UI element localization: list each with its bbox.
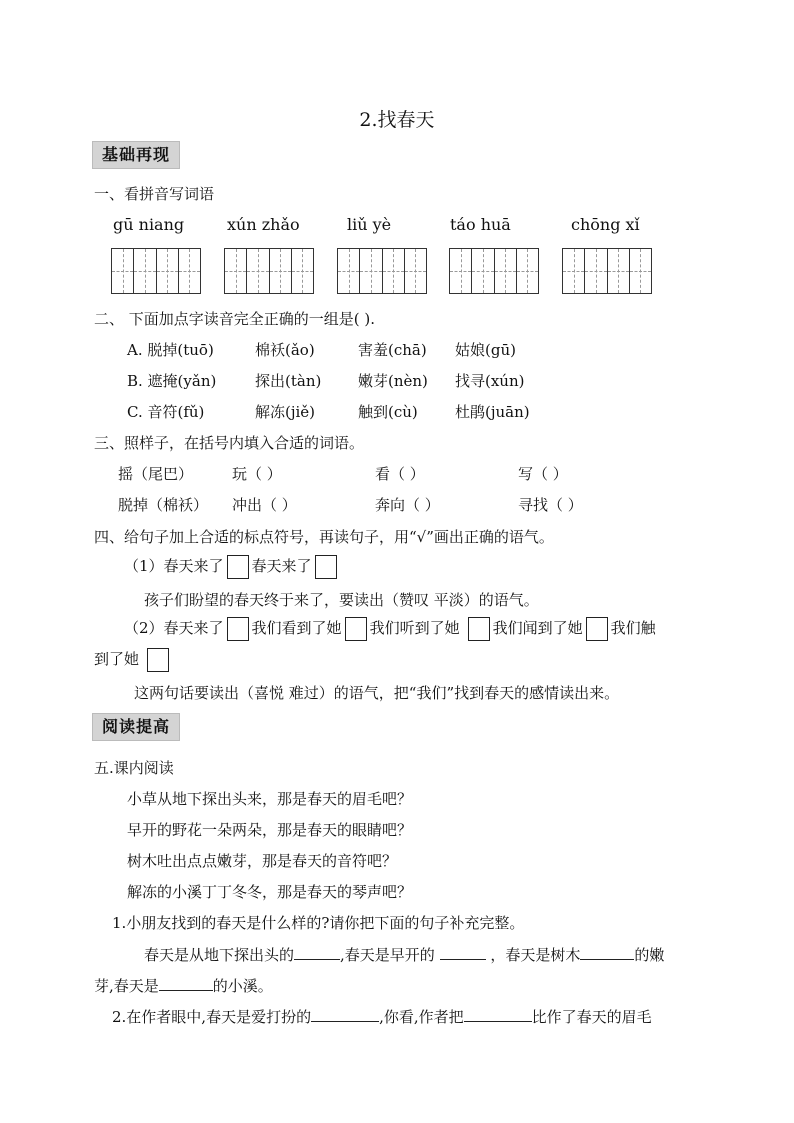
fill-text-b: ,春天是早开的	[340, 946, 435, 964]
answer-blank-1[interactable]	[294, 959, 340, 960]
q4-s2-label: （2）春天来了	[124, 619, 224, 637]
answer-blank-3[interactable]	[580, 959, 634, 960]
q3-example-2: 脱掉（棉袄）	[118, 496, 209, 514]
q4-s2-part5: 我们触	[610, 619, 656, 637]
q2-option-a-1: A. 脱掉(tuō)	[127, 341, 214, 359]
writing-grid-2[interactable]	[224, 248, 314, 294]
punct-box-5[interactable]	[468, 617, 490, 641]
section-banner-reading: 阅读提高	[92, 713, 180, 741]
answer-blank-6[interactable]	[464, 1021, 532, 1022]
q2-option-a-4: 姑娘(gū)	[455, 341, 516, 359]
q4-s2-cont: 到了她	[94, 650, 140, 668]
q4-heading: 四、给句子加上合适的标点符号，再读句子，用“√”画出正确的语气。	[94, 528, 554, 546]
q2-option-a-2: 棉袄(ǎo)	[255, 341, 315, 359]
q3-blank-5[interactable]: 奔向（ ）	[375, 496, 440, 514]
writing-grid-4[interactable]	[449, 248, 539, 294]
q2-heading: 二、 下面加点字读音完全正确的一组是( ).	[94, 310, 376, 328]
q4-s1-note: 孩子们盼望的春天终于来了，要读出（赞叹 平淡）的语气。	[144, 591, 539, 609]
punct-box-1[interactable]	[227, 555, 249, 579]
passage-line-4: 解冻的小溪丁丁冬冬，那是春天的琴声吧？	[127, 883, 413, 901]
q2-option-c-3: 触到(cù)	[358, 403, 418, 421]
q5-sub1: 1.小朋友找到的春天是什么样的?请你把下面的句子补充完整。	[112, 914, 525, 932]
q2-option-a-3: 害羞(chā)	[358, 341, 427, 359]
q5-heading: 五.课内阅读	[94, 759, 174, 777]
sub2-text-c: 比作了春天的眉毛	[531, 1008, 652, 1026]
q5-fill-line-2	[94, 975, 273, 996]
punct-box-4[interactable]	[345, 617, 367, 641]
passage-line-1: 小草从地下探出头来，那是春天的眉毛吧？	[127, 790, 413, 808]
q4-s2-part4: 我们闻到了她	[492, 619, 583, 637]
q4-sentence-2-cont	[94, 648, 172, 672]
q3-blank-1[interactable]: 玩（ ）	[232, 465, 282, 483]
pinyin-5: chōng xǐ	[571, 215, 640, 234]
q2-option-b-1: B. 遮掩(yǎn)	[127, 372, 217, 390]
q2-option-c-1: C. 音符(fǔ)	[127, 403, 205, 421]
pinyin-2: xún zhǎo	[227, 215, 300, 234]
q4-s2-note: 这两句话要读出（喜悦 难过）的语气，把“我们”找到春天的感情读出来。	[134, 684, 620, 702]
pinyin-3: liǔ yè	[347, 215, 392, 234]
writing-grid-5[interactable]	[562, 248, 652, 294]
q5-sub2-line	[112, 1006, 652, 1027]
q4-s2-part2: 我们看到了她	[251, 619, 342, 637]
passage-line-2: 早开的野花一朵两朵，那是春天的眼睛吧？	[127, 821, 413, 839]
fill-text-f: 的小溪。	[212, 977, 273, 995]
punct-box-6[interactable]	[586, 617, 608, 641]
fill-text-c: ，春天是树木	[490, 946, 581, 964]
fill-text-d: 的嫩	[634, 946, 665, 964]
fill-text-e: 芽,春天是	[94, 977, 159, 995]
q3-blank-4[interactable]: 冲出（ ）	[232, 496, 297, 514]
punct-box-7[interactable]	[147, 648, 169, 672]
writing-grid-3[interactable]	[337, 248, 427, 294]
q2-option-b-3: 嫩芽(nèn)	[358, 372, 428, 390]
pinyin-4: táo huā	[450, 215, 511, 234]
fill-text-a: 春天是从地下探出头的	[144, 946, 295, 964]
passage-line-3: 树木吐出点点嫩芽，那是春天的音符吧？	[127, 852, 398, 870]
q3-blank-3[interactable]: 写（ ）	[518, 465, 568, 483]
q4-s2-part3: 我们听到了她	[369, 619, 460, 637]
q4-sentence-2	[124, 617, 656, 641]
q3-blank-2[interactable]: 看（ ）	[375, 465, 425, 483]
q3-example-1: 摇（尾巴）	[118, 465, 194, 483]
q4-s1-label: （1）春天来了	[124, 557, 224, 575]
q2-option-b-4: 找寻(xún)	[455, 372, 525, 390]
q2-option-b-2: 探出(tàn)	[255, 372, 322, 390]
answer-blank-5[interactable]	[311, 1021, 379, 1022]
q3-heading: 三、照样子，在括号内填入合适的词语。	[94, 434, 365, 452]
answer-blank-4[interactable]	[159, 990, 213, 991]
q5-fill-line-1	[144, 944, 664, 965]
sub2-text-b: ,你看,作者把	[379, 1008, 464, 1026]
page-title: 2.找春天	[359, 109, 435, 131]
q2-option-c-2: 解冻(jiě)	[255, 403, 316, 421]
punct-box-3[interactable]	[227, 617, 249, 641]
punct-box-2[interactable]	[315, 555, 337, 579]
answer-blank-2[interactable]	[440, 959, 486, 960]
q4-sentence-1	[124, 555, 340, 579]
sub2-text-a: 2.在作者眼中,春天是爱打扮的	[112, 1008, 312, 1026]
q4-s1-part2: 春天来了	[251, 557, 312, 575]
section-banner-basics: 基础再现	[92, 141, 180, 169]
q3-blank-6[interactable]: 寻找（ ）	[518, 496, 583, 514]
q2-option-c-4: 杜鹃(juān)	[455, 403, 530, 421]
pinyin-1: gū niang	[113, 215, 185, 234]
q1-heading: 一、看拼音写词语	[94, 185, 215, 203]
writing-grid-1[interactable]	[111, 248, 201, 294]
